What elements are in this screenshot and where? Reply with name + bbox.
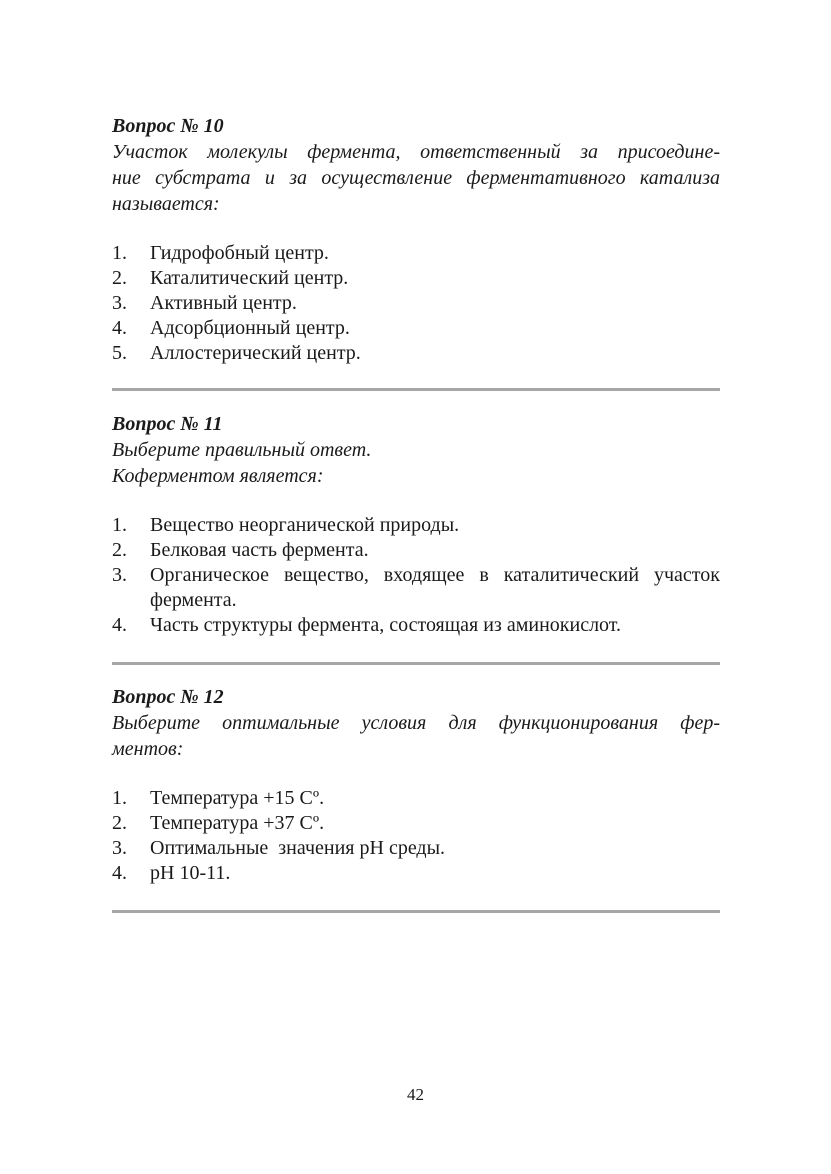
answer-number: 4. (112, 614, 127, 636)
answer-text: Температура +37 Cº. (150, 812, 325, 834)
answer-item (112, 341, 720, 366)
question-text-line: называется: (112, 193, 220, 215)
answer-number: 2. (112, 539, 127, 561)
question-11 (112, 411, 720, 638)
answer-number: 5. (112, 342, 127, 364)
question-10 (112, 113, 720, 366)
answer-text: Оптимальные значения pH среды. (150, 837, 446, 859)
answer-item (112, 241, 720, 266)
answer-item (112, 291, 720, 316)
question-text (112, 139, 720, 217)
answer-number: 3. (112, 292, 127, 314)
answer-item (112, 836, 720, 861)
answer-list (112, 513, 720, 638)
answer-text: Часть структуры фермента, состоящая из аминокислот. (150, 614, 622, 636)
answer-item (112, 538, 720, 563)
question-text (112, 437, 720, 489)
answer-number: 2. (112, 812, 127, 834)
answer-text: Активный центр. (150, 292, 297, 314)
answer-text: Аллостерический центр. (150, 342, 361, 364)
answer-number: 2. (112, 267, 127, 289)
answer-number: 3. (112, 564, 127, 586)
answer-item (112, 811, 720, 836)
answer-item (112, 613, 720, 638)
question-text-line: Выберите правильный ответ. (112, 439, 372, 461)
answer-text: Температура +15 Cº. (150, 787, 325, 809)
answer-text: Каталитический центр. (150, 267, 349, 289)
answer-text: pH 10-11. (150, 862, 231, 884)
answer-number: 3. (112, 837, 127, 859)
section-divider (112, 388, 720, 391)
answer-list (112, 241, 720, 366)
section-divider (112, 910, 720, 913)
question-title: Вопрос № 12 (112, 686, 224, 708)
question-text-line: ние субстрата и за осуществление ферментативного катализа (112, 167, 720, 189)
answer-item (112, 266, 720, 291)
answer-text: Гидрофобный центр. (150, 242, 329, 264)
answer-text: Адсорбционный центр. (150, 317, 350, 339)
answer-number: 1. (112, 514, 127, 536)
answer-number: 4. (112, 317, 127, 339)
question-text-line: Участок молекулы фермента, ответственный за присоедине- (112, 141, 720, 163)
answer-list (112, 786, 720, 886)
question-text-line: Коферментом является: (112, 465, 324, 487)
answer-text: Органическое вещество, входящее в каталитический участок фермента. (150, 564, 720, 611)
section-divider (112, 662, 720, 665)
answer-number: 4. (112, 862, 127, 884)
answer-number: 1. (112, 787, 127, 809)
answer-item (112, 563, 720, 613)
question-text (112, 710, 720, 762)
answer-item (112, 786, 720, 811)
question-12 (112, 684, 720, 886)
page-number: 42 (407, 1085, 424, 1104)
question-text-line: ментов: (112, 738, 184, 760)
answer-text: Вещество неорганической природы. (150, 514, 460, 536)
question-text-line: Выберите оптимальные условия для функционирования фер- (112, 712, 720, 734)
answer-item (112, 316, 720, 341)
answer-item (112, 513, 720, 538)
question-title: Вопрос № 11 (112, 413, 223, 435)
question-title: Вопрос № 10 (112, 115, 224, 137)
answer-number: 1. (112, 242, 127, 264)
answer-text: Белковая часть фермента. (150, 539, 369, 561)
answer-item (112, 861, 720, 886)
